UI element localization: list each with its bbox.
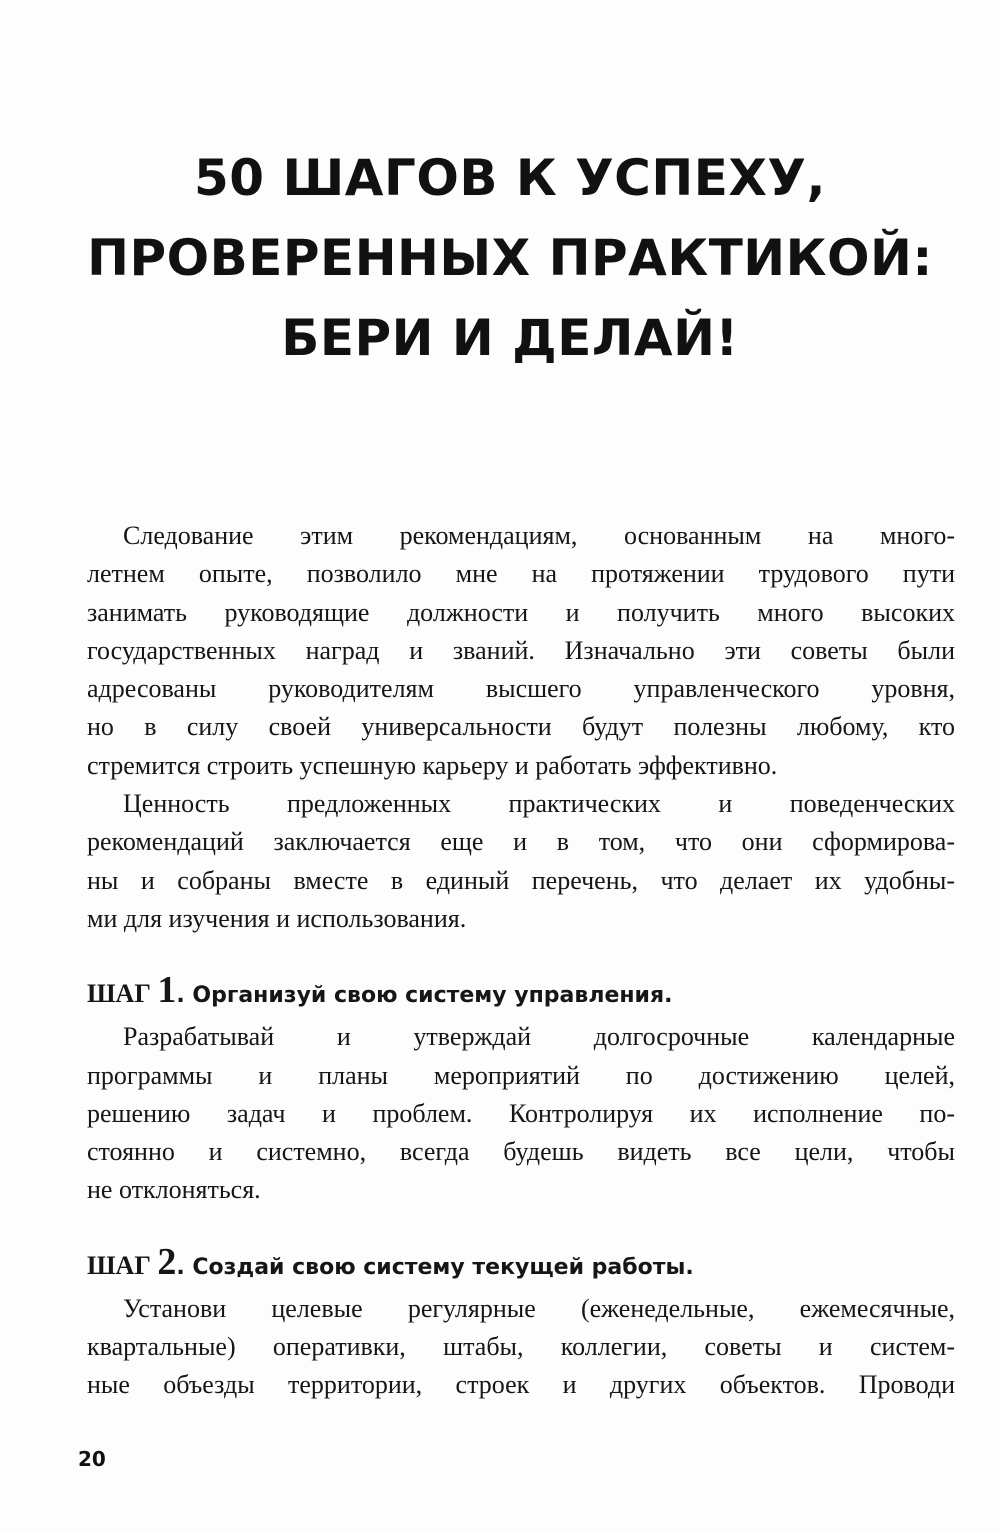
step-title: . Создай свою систему текущей работы.	[176, 1254, 694, 1280]
step-number: 2	[157, 1240, 177, 1283]
text-line: ные объезды территории, строек и других объектов. Проводи	[87, 1370, 955, 1400]
page-title	[60, 138, 960, 378]
text-line: Установи целевые регулярные (еженедельные, ежемесячные,	[123, 1293, 955, 1323]
text-line: стремится строить успешную карьеру и работать эффективно.	[87, 750, 778, 780]
text-line: занимать руководящие должности и получить много высоких	[87, 597, 955, 627]
text-line: не отклоняться.	[87, 1175, 261, 1205]
step-section-2	[87, 1240, 955, 1405]
step-heading	[87, 968, 955, 1012]
text-line: стоянно и системно, всегда будешь видеть все цели, чтобы	[87, 1137, 955, 1167]
title-line: БЕРИ И ДЕЛАЙ!	[281, 309, 739, 367]
step-number: 1	[157, 969, 177, 1012]
text-line: квартальные) оперативки, штабы, коллегии, советы и систем-	[87, 1332, 955, 1362]
text-line: но в силу своей универсальности будут полезны любому, кто	[87, 712, 955, 742]
text-line: программы и планы мероприятий по достижению целей,	[87, 1060, 955, 1090]
text-line: ми для изучения и использования.	[87, 903, 467, 933]
text-line: адресованы руководителям высшего управленческого уровня,	[87, 674, 955, 704]
text-line: летнем опыте, позволило мне на протяжении трудового пути	[87, 559, 955, 589]
text-line: Следование этим рекомендациям, основанным на много-	[123, 521, 955, 550]
text-line: государственных наград и званий. Изначально эти советы были	[87, 635, 955, 665]
text-line: Разрабатывай и утверждай долгосрочные календарные	[123, 1022, 955, 1052]
page-number: 20	[78, 1447, 106, 1471]
title-line: 50 ШАГОВ К УСПЕХУ,	[194, 149, 826, 207]
text-line: решению задач и проблем. Контролируя их исполнение по-	[87, 1098, 955, 1128]
step-label: ШАГ	[87, 1250, 151, 1280]
intro-paragraph-1	[87, 517, 955, 785]
title-line: ПРОВЕРЕННЫХ ПРАКТИКОЙ:	[87, 229, 933, 287]
text-line: Ценность предложенных практических и поведенческих	[123, 789, 955, 819]
text-line: ны и собраны вместе в единый перечень, что делает их удобны-	[87, 865, 955, 895]
step-heading	[87, 1240, 955, 1284]
step-section-1	[87, 968, 955, 1209]
step-title: . Организуй свою систему управления.	[176, 983, 673, 1009]
text-line: рекомендаций заключается еще и в том, что они сформирова-	[87, 827, 955, 857]
intro-paragraph-2	[87, 785, 955, 938]
step-label: ШАГ	[87, 979, 151, 1009]
page-body	[87, 517, 955, 1405]
